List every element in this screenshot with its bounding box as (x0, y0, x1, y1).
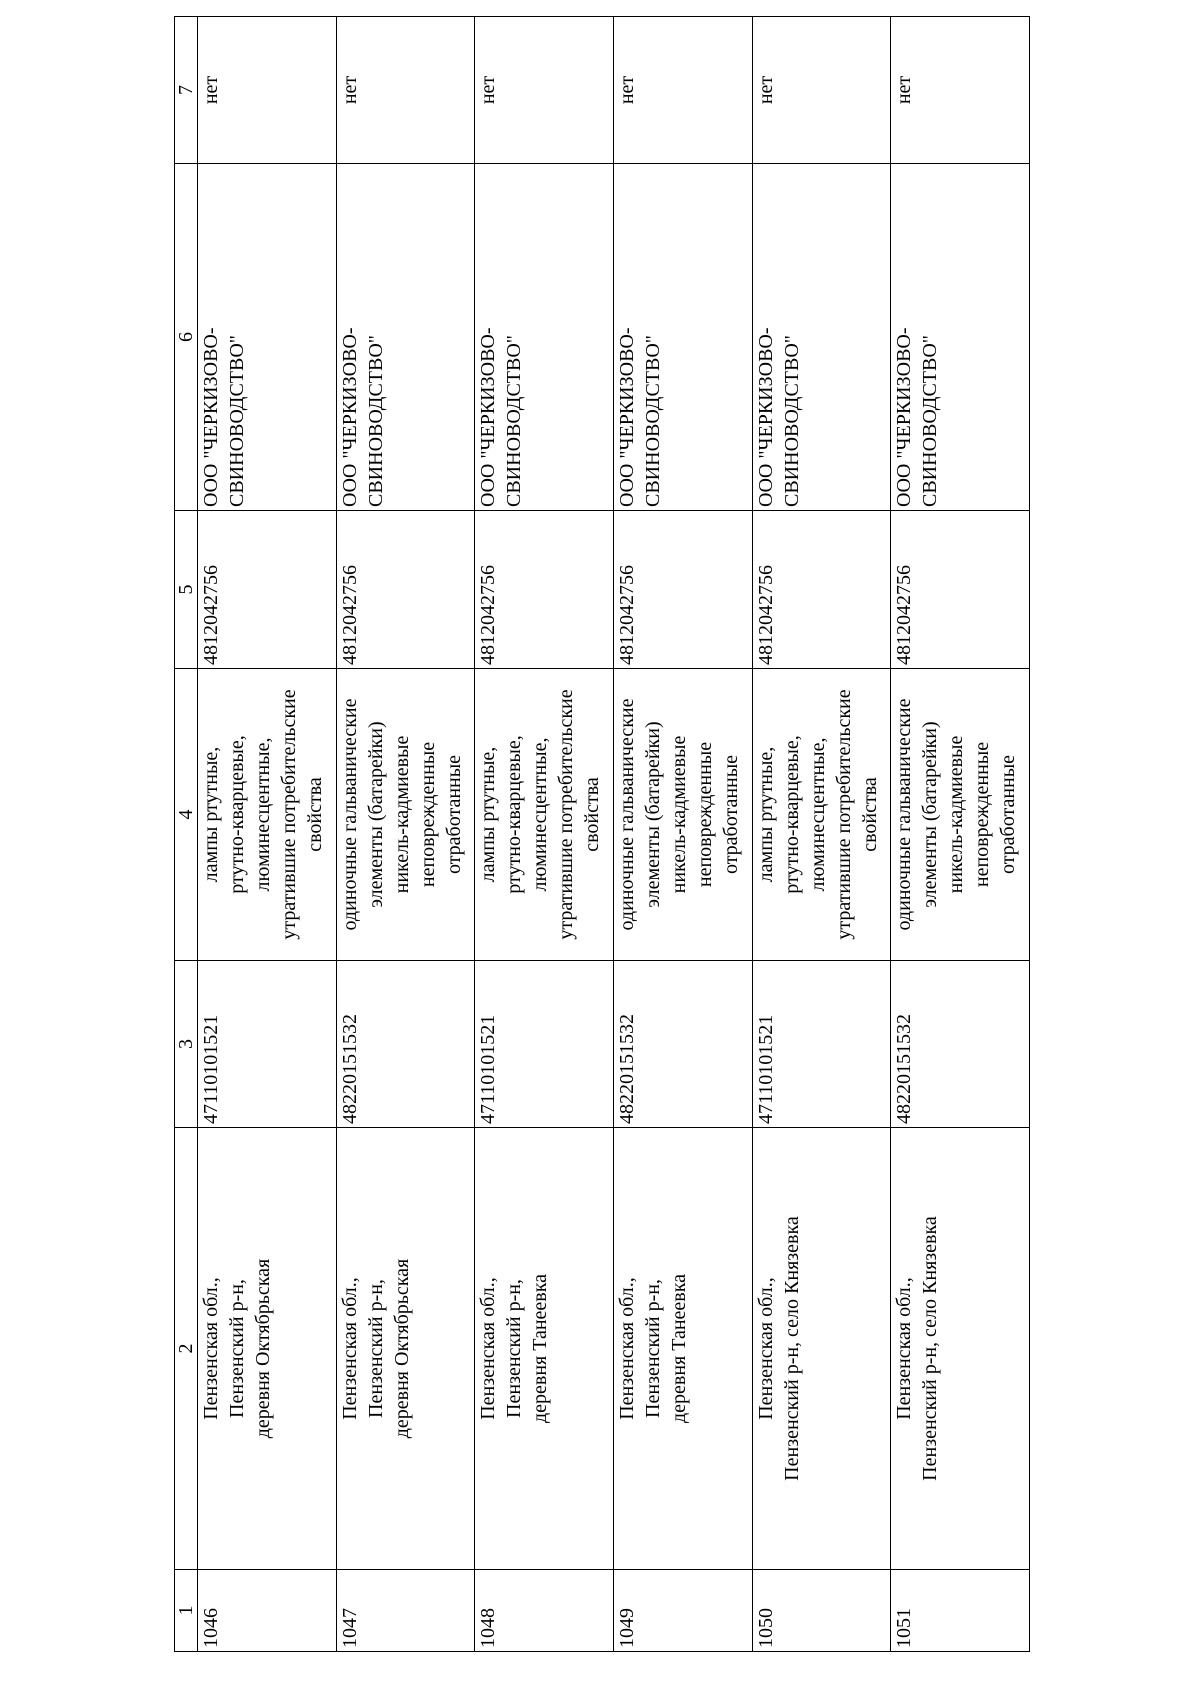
header-row (175, 17, 198, 1652)
header-cell-4: 4 (175, 669, 198, 961)
waste-name-cell: одиночные гальванические элементы (батарейки) никель-кадмиевые неповрежденные отработанные (336, 669, 475, 961)
address-cell: Пензенская обл., Пензенский р-н, деревня Октябрьская (336, 1128, 475, 1570)
waste-code-cell: 48220151532 (336, 961, 475, 1128)
organization-cell: ООО "ЧЕРКИЗОВО- СВИНОВОДСТВО" (336, 164, 475, 511)
waste-code-cell: 47110101521 (198, 961, 337, 1128)
table-row (336, 17, 475, 1652)
waste-code-cell: 47110101521 (752, 961, 891, 1128)
inn-cell: 4812042756 (475, 511, 614, 669)
inn-cell: 4812042756 (336, 511, 475, 669)
organization-cell: ООО "ЧЕРКИЗОВО- СВИНОВОДСТВО" (891, 164, 1030, 511)
flag-cell: нет (613, 17, 752, 164)
flag-cell: нет (198, 17, 337, 164)
address-cell: Пензенская обл., Пензенский р-н, деревня Танеевка (475, 1128, 614, 1570)
waste-name-cell: лампы ртутные, ртутно-кварцевые, люминесцентные, утратившие потребительские свойства (198, 669, 337, 961)
row-number: 1049 (613, 1570, 752, 1652)
flag-cell: нет (475, 17, 614, 164)
address-cell: Пензенская обл., Пензенский р-н, село Князевка (752, 1128, 891, 1570)
header-cell-7: 7 (175, 17, 198, 164)
waste-name-cell: одиночные гальванические элементы (батарейки) никель-кадмиевые неповрежденные отработанные (613, 669, 752, 961)
header-cell-2: 2 (175, 1128, 198, 1570)
inn-cell: 4812042756 (198, 511, 337, 669)
address-cell: Пензенская обл., Пензенский р-н, деревня Октябрьская (198, 1128, 337, 1570)
waste-name-cell: лампы ртутные, ртутно-кварцевые, люминесцентные, утратившие потребительские свойства (475, 669, 614, 961)
inn-cell: 4812042756 (613, 511, 752, 669)
waste-code-cell: 47110101521 (475, 961, 614, 1128)
header-cell-1: 1 (175, 1570, 198, 1652)
flag-cell: нет (891, 17, 1030, 164)
row-number: 1051 (891, 1570, 1030, 1652)
registry-table (174, 16, 1030, 1652)
table-row (891, 17, 1030, 1652)
row-number: 1048 (475, 1570, 614, 1652)
address-cell: Пензенская обл., Пензенский р-н, село Князевка (891, 1128, 1030, 1570)
row-number: 1047 (336, 1570, 475, 1652)
header-cell-6: 6 (175, 164, 198, 511)
organization-cell: ООО "ЧЕРКИЗОВО- СВИНОВОДСТВО" (475, 164, 614, 511)
waste-name-cell: лампы ртутные, ртутно-кварцевые, люминесцентные, утратившие потребительские свойства (752, 669, 891, 961)
organization-cell: ООО "ЧЕРКИЗОВО- СВИНОВОДСТВО" (198, 164, 337, 511)
table-row (613, 17, 752, 1652)
organization-cell: ООО "ЧЕРКИЗОВО- СВИНОВОДСТВО" (613, 164, 752, 511)
waste-name-cell: одиночные гальванические элементы (батарейки) никель-кадмиевые неповрежденные отработанные (891, 669, 1030, 961)
flag-cell: нет (752, 17, 891, 164)
inn-cell: 4812042756 (752, 511, 891, 669)
row-number: 1046 (198, 1570, 337, 1652)
header-cell-5: 5 (175, 511, 198, 669)
rotated-table-wrapper (174, 17, 1030, 1652)
waste-code-cell: 48220151532 (613, 961, 752, 1128)
table-row (475, 17, 614, 1652)
header-cell-3: 3 (175, 961, 198, 1128)
inn-cell: 4812042756 (891, 511, 1030, 669)
address-cell: Пензенская обл., Пензенский р-н, деревня Танеевка (613, 1128, 752, 1570)
organization-cell: ООО "ЧЕРКИЗОВО- СВИНОВОДСТВО" (752, 164, 891, 511)
table-row (752, 17, 891, 1652)
flag-cell: нет (336, 17, 475, 164)
waste-code-cell: 48220151532 (891, 961, 1030, 1128)
row-number: 1050 (752, 1570, 891, 1652)
table-row (198, 17, 337, 1652)
